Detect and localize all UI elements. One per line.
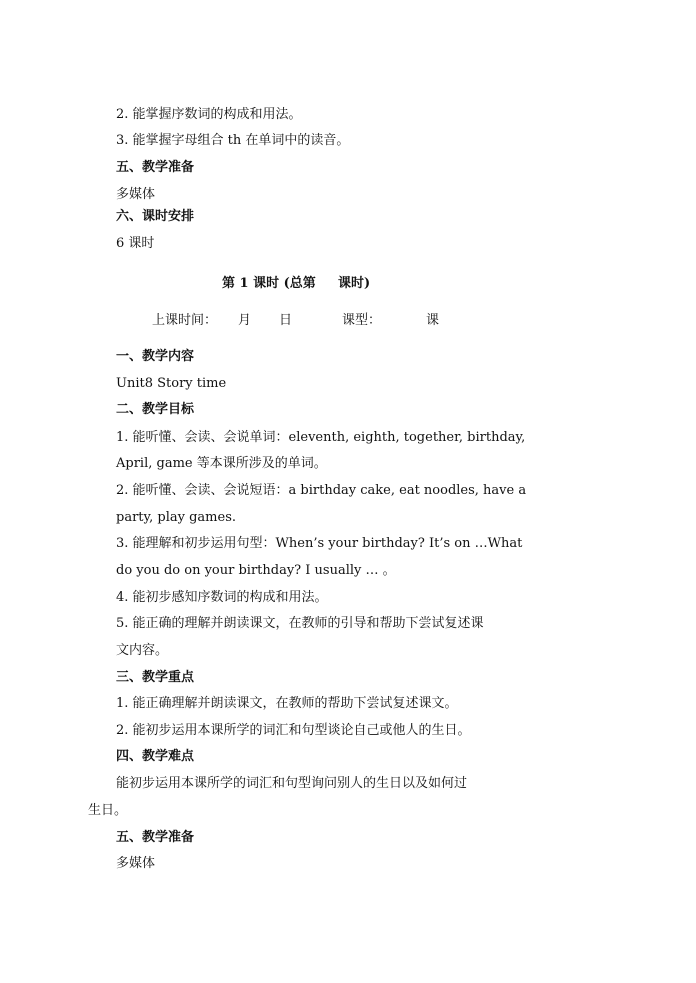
prep-text: 多媒体 — [116, 856, 156, 871]
lesson-day: 日 — [279, 313, 293, 328]
difficulty-line-2: 生日。 — [88, 803, 128, 818]
intro-goal-3: 3. 能掌握字母组合 th 在单词中的读音。 — [116, 133, 350, 148]
goal-2-line-1: 2. 能听懂、会读、会说短语：a birthday cake, eat noodles, have a — [116, 483, 527, 498]
lesson-time-label: 上课时间： — [152, 313, 218, 328]
content-text: Unit8 Story time — [116, 376, 227, 391]
lesson-title-right: 课时) — [338, 276, 371, 291]
intro-prep-heading: 五、教学准备 — [116, 160, 195, 175]
goal-5-line-2: 文内容。 — [116, 643, 169, 658]
lesson-title-left: 第 1 课时 (总第 — [222, 276, 316, 291]
key-point-1: 1. 能正确理解并朗读课文，在教师的帮助下尝试复述课文。 — [116, 696, 458, 711]
content-heading: 一、教学内容 — [116, 349, 195, 364]
key-heading: 三、教学重点 — [116, 670, 195, 685]
goal-3-line-1: 3. 能理解和初步运用句型：When’s your birthday? It’s on …What — [116, 536, 523, 551]
prep-heading: 五、教学准备 — [116, 830, 195, 845]
difficulty-heading: 四、教学难点 — [116, 749, 195, 764]
lesson-type-suffix: 课 — [426, 313, 440, 328]
intro-schedule-text: 6 课时 — [116, 236, 155, 251]
lesson-type-label: 课型： — [342, 313, 382, 328]
intro-prep-text: 多媒体 — [116, 187, 156, 202]
key-point-2: 2. 能初步运用本课所学的词汇和句型谈论自己或他人的生日。 — [116, 723, 471, 738]
goals-heading: 二、教学目标 — [116, 402, 195, 417]
goal-1-line-2: April, game 等本课所涉及的单词。 — [116, 456, 327, 471]
goal-3-line-2: do you do on your birthday? I usually … 。 — [116, 563, 396, 578]
lesson-month: 月 — [238, 313, 252, 328]
goal-5-line-1: 5. 能正确的理解并朗读课文，在教师的引导和帮助下尝试复述课 — [116, 616, 484, 631]
intro-schedule-heading: 六、课时安排 — [116, 209, 195, 224]
intro-goal-2: 2. 能掌握序数词的构成和用法。 — [116, 107, 302, 122]
goal-4: 4. 能初步感知序数词的构成和用法。 — [116, 590, 328, 605]
goal-2-line-2: party, play games. — [116, 510, 236, 525]
goal-1-line-1: 1. 能听懂、会读、会说单词：eleventh, eighth, together, birthday, — [116, 430, 526, 445]
difficulty-line-1: 能初步运用本课所学的词汇和句型询问别人的生日以及如何过 — [116, 776, 468, 791]
